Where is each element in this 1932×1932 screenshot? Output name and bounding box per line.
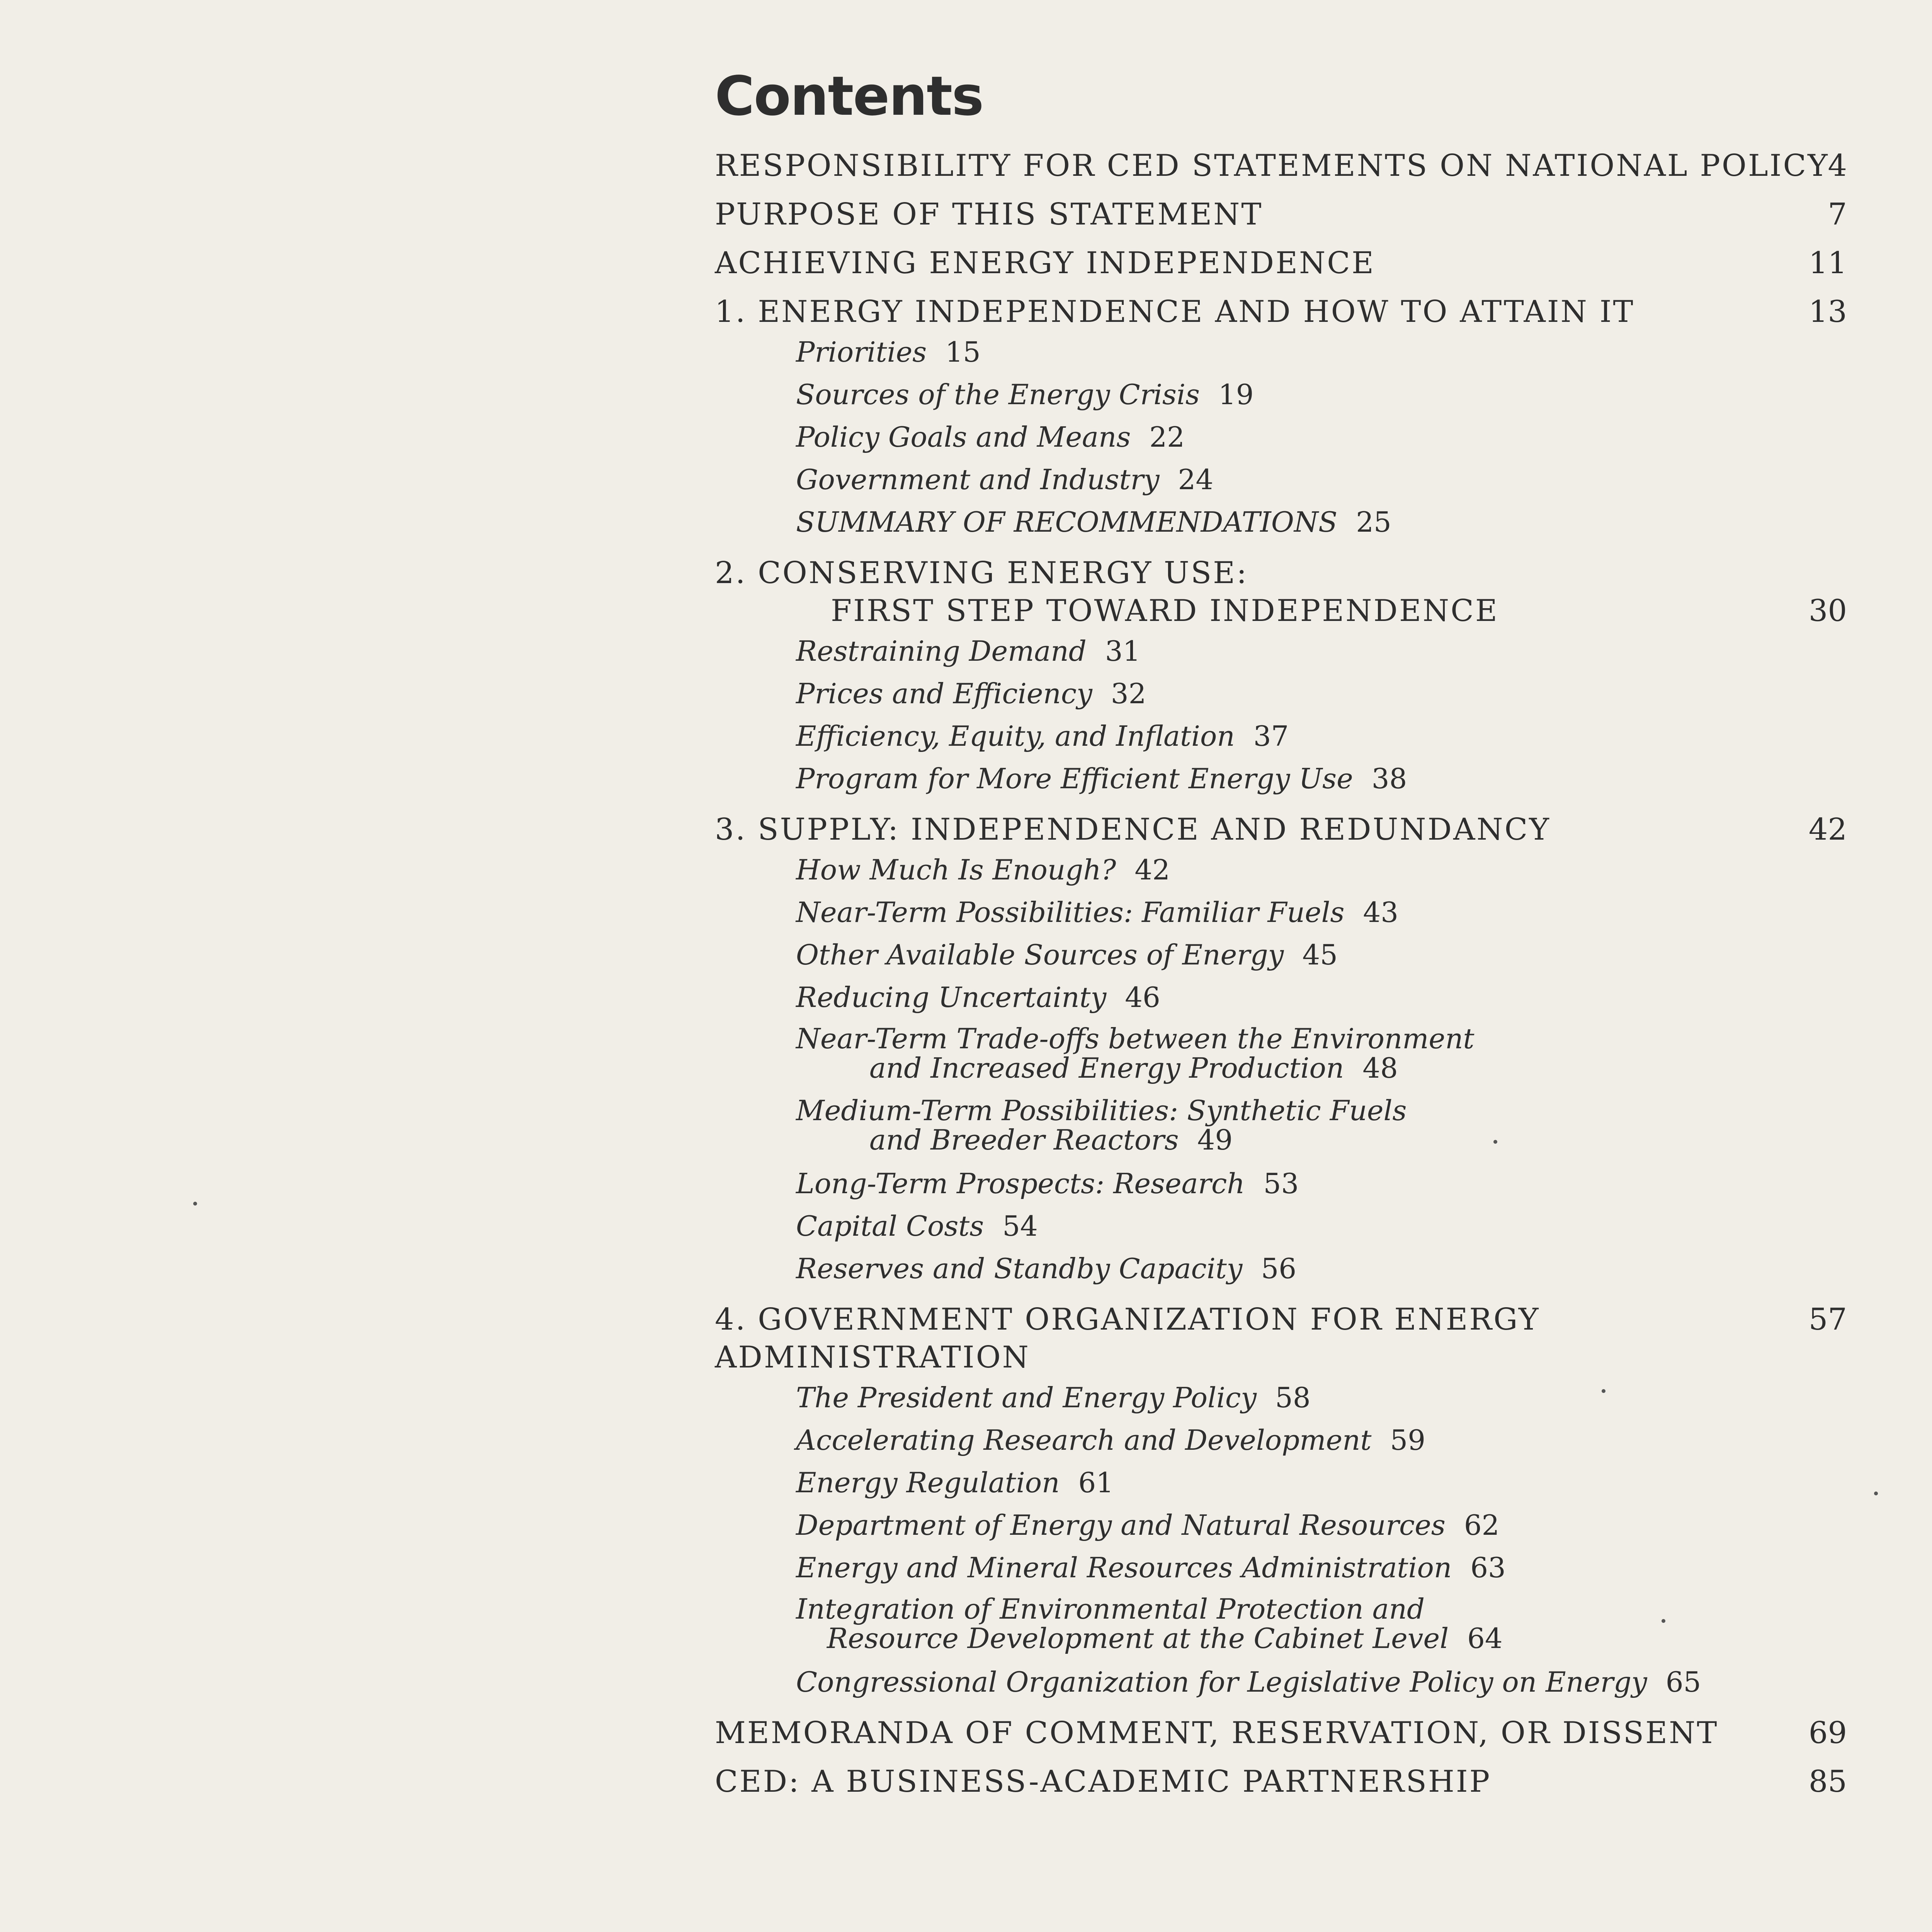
subentry-label: Priorities [796,336,927,368]
toc-entry-memoranda [715,1714,1847,1752]
page-number: 37 [1253,720,1289,752]
subentry-label: Program for More Efficient Energy Use [796,762,1353,795]
subentry-label-continued [796,1125,1847,1155]
subentry-label: Capital Costs [796,1210,984,1242]
page-number: 13 [1808,294,1847,329]
toc-subentry [715,1376,1847,1419]
page-number: 58 [1275,1381,1311,1414]
entry-label: ACHIEVING ENERGY INDEPENDENCE [715,246,1375,281]
page-number: 15 [945,336,981,368]
toc-chapter-4 [715,1301,1847,1376]
toc-subentry [715,1019,1847,1090]
toc-subentry [715,1461,1847,1504]
toc-entry-responsibility [715,147,1847,185]
page-number: 46 [1125,981,1160,1014]
entry-label: PURPOSE OF THIS STATEMENT [715,197,1263,232]
page-number: 31 [1105,635,1141,667]
subentry-label: Energy and Mineral Resources Administration [796,1551,1452,1584]
subentry-label: How Much Is Enough? [796,854,1116,886]
page-title: Contents [715,65,983,128]
page-number: 30 [1808,594,1847,628]
subentry-label: Policy Goals and Means [796,421,1131,453]
subentry-label-continued [796,1624,1847,1653]
toc-subentry [715,934,1847,976]
page-number: 54 [1002,1210,1038,1242]
subentry-label: Reducing Uncertainty [796,981,1107,1014]
entry-label: 4. GOVERNMENT ORGANIZATION FOR ENERGY ADMINISTRATION [715,1302,1540,1375]
toc-subentry [715,1589,1847,1661]
page-number: 59 [1390,1424,1426,1456]
subentry-label: Near-Term Possibilities: Familiar Fuels [796,896,1345,929]
page-number: 7 [1828,197,1847,232]
page-number: 42 [1134,854,1170,886]
toc-entry-purpose [715,196,1847,233]
subentry-label: Government and Industry [796,463,1160,496]
subentry-label: Sources of the Energy Crisis [796,378,1200,411]
toc-subentry [715,416,1847,458]
toc-subentry [715,458,1847,501]
page-number: 19 [1218,378,1254,411]
page-number: 65 [1665,1666,1701,1698]
toc-subentry [715,1090,1847,1162]
entry-label: CED: A BUSINESS-ACADEMIC PARTNERSHIP [715,1764,1492,1799]
subentry-label: Congressional Organization for Legislative Policy on Energy [796,1666,1647,1698]
toc-subentry [715,891,1847,934]
page-number: 45 [1302,939,1338,971]
toc-entry-achieving [715,244,1847,282]
page-number: 48 [1362,1052,1398,1084]
subentry-label: Restraining Demand [796,635,1087,667]
toc-subentry [715,1247,1847,1290]
toc-subentry [715,715,1847,757]
entry-label: MEMORANDA OF COMMENT, RESERVATION, OR DISSENT [715,1716,1719,1750]
page-number: 61 [1078,1466,1114,1499]
page-number: 38 [1371,762,1407,795]
paper-speck [1874,1492,1878,1495]
subentry-label: Medium-Term Possibilities: Synthetic Fuels [796,1094,1407,1127]
subentry-label-continued [796,1053,1847,1083]
toc-subentry [715,1546,1847,1589]
page-number: 43 [1363,896,1399,929]
subentry-label-line2: Resource Development at the Cabinet Level [827,1622,1449,1655]
subentry-label: Other Available Sources of Energy [796,939,1284,971]
toc-subentry [715,373,1847,416]
toc-subentry [715,1162,1847,1205]
page-number: 42 [1808,812,1847,847]
page-number: 64 [1467,1622,1503,1655]
table-of-contents [715,65,1847,1801]
paper-speck [193,1202,197,1206]
page-number: 11 [1808,246,1847,281]
toc-subentry [715,976,1847,1019]
subentry-label: Long-Term Prospects: Research [796,1167,1245,1200]
page-number: 4 [1828,148,1847,183]
toc-subentry [715,1661,1847,1703]
page-number: 57 [1808,1302,1847,1337]
page-number: 49 [1197,1124,1233,1156]
toc-chapter-3 [715,811,1847,849]
toc-subentry [715,1419,1847,1461]
page-number: 63 [1470,1551,1506,1584]
page-number: 24 [1178,463,1214,496]
subentry-label-line2: and Breeder Reactors [869,1124,1179,1156]
entry-label: 3. SUPPLY: INDEPENDENCE AND REDUNDANCY [715,812,1551,847]
subentry-label: Efficiency, Equity, and Inflation [796,720,1235,752]
page-number: 22 [1149,421,1185,453]
toc-subentry [715,672,1847,715]
subentry-label: Integration of Environmental Protection and [796,1593,1425,1625]
toc-chapter-1 [715,293,1847,331]
subentry-label: Prices and Efficiency [796,677,1092,710]
toc-subentry [715,331,1847,373]
toc-subentry [715,757,1847,800]
toc-subentry [715,849,1847,891]
page-number: 85 [1808,1764,1847,1799]
subentry-label: Near-Term Trade-offs between the Environment [796,1022,1475,1055]
subentry-label-line2: and Increased Energy Production [869,1052,1344,1084]
toc-subentry [715,630,1847,672]
entry-label: 1. ENERGY INDEPENDENCE AND HOW TO ATTAIN IT [715,294,1635,329]
subentry-label: Department of Energy and Natural Resources [796,1509,1446,1541]
page-number: 56 [1261,1252,1297,1285]
page-number: 32 [1111,677,1146,710]
page-number: 69 [1808,1716,1847,1750]
page-number: 53 [1263,1167,1299,1200]
subentry-label: Reserves and Standby Capacity [796,1252,1243,1285]
page-number: 25 [1356,506,1391,538]
subentry-label: SUMMARY OF RECOMMENDATIONS [796,506,1338,538]
toc-chapter-2 [715,554,1847,630]
page-number: 62 [1464,1509,1500,1541]
toc-subentry [715,1205,1847,1247]
entry-label: RESPONSIBILITY FOR CED STATEMENTS ON NATIONAL POLICY [715,148,1829,183]
entry-label-continued: FIRST STEP TOWARD INDEPENDENCE [831,594,1499,628]
toc-subentry [715,1504,1847,1546]
toc-subentry [715,501,1847,543]
entry-label: 2. CONSERVING ENERGY USE: [715,556,1248,590]
toc-entry-ced-partnership [715,1763,1847,1801]
subentry-label: The President and Energy Policy [796,1381,1257,1414]
subentry-label: Energy Regulation [796,1466,1060,1499]
subentry-label: Accelerating Research and Development [796,1424,1372,1456]
